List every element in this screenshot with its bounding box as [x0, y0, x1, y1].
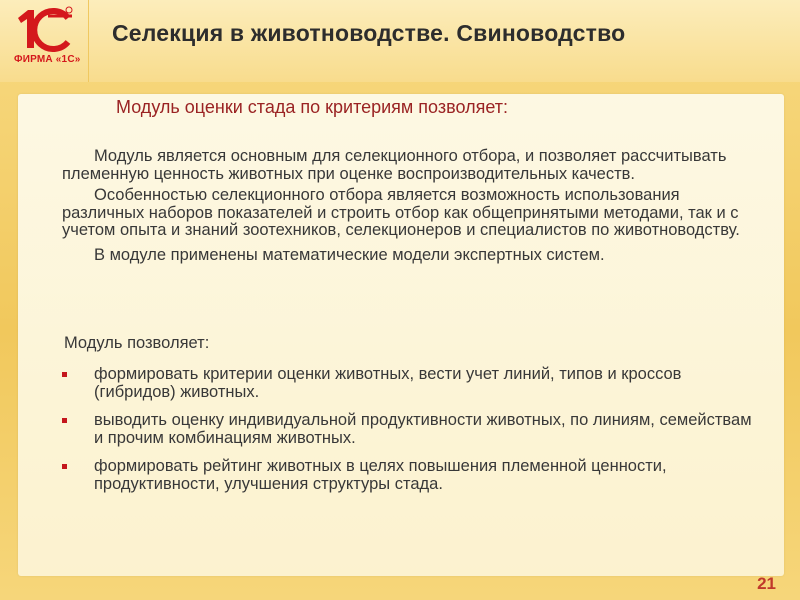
bullet-list — [62, 366, 752, 504]
list-item-text: формировать рейтинг животных в целях повышения племенной ценности, продуктивности, улучшения структуры стада. — [94, 457, 667, 493]
list-item-text: формировать критерии оценки животных, вести учет линий, типов и кроссов (гибридов) животных. — [94, 365, 682, 401]
company-logo — [8, 6, 82, 72]
1c-logo-icon — [12, 6, 74, 52]
list-item — [62, 412, 752, 447]
page-title: Селекция в животноводстве. Свиноводство — [112, 20, 626, 46]
slide-header — [0, 0, 800, 82]
square-bullet-icon — [62, 464, 67, 469]
lead-heading: Модуль оценки стада по критериям позволяет: — [116, 97, 509, 117]
page-number: 21 — [757, 574, 776, 593]
square-bullet-icon — [62, 372, 67, 377]
paragraph: В модуле применены математические модели экспертных систем. — [94, 245, 605, 264]
paragraph: Особенностью селекционного отбора является возможность использования различных наборов показателей и строить отбор как общепринятыми методами, так и с учетом опыта и знаний зоотехников, селекционеров и специалистов по животноводству. — [62, 186, 740, 239]
allows-label: Модуль позволяет: — [64, 334, 210, 352]
square-bullet-icon — [62, 418, 67, 423]
list-item-text: выводить оценку индивидуальной продуктивности животных, по линиям, семействам и прочим комбинациям животных. — [94, 411, 752, 447]
header-divider — [88, 0, 89, 82]
paragraph: Модуль является основным для селекционного отбора, и позволяет рассчитывать племенную ценность животных при оценке воспроизводительных качеств. — [62, 147, 727, 183]
logo-caption: ФИРМА «1С» — [14, 54, 81, 65]
list-item — [62, 458, 752, 493]
body-text — [62, 148, 762, 271]
list-item — [62, 366, 752, 401]
